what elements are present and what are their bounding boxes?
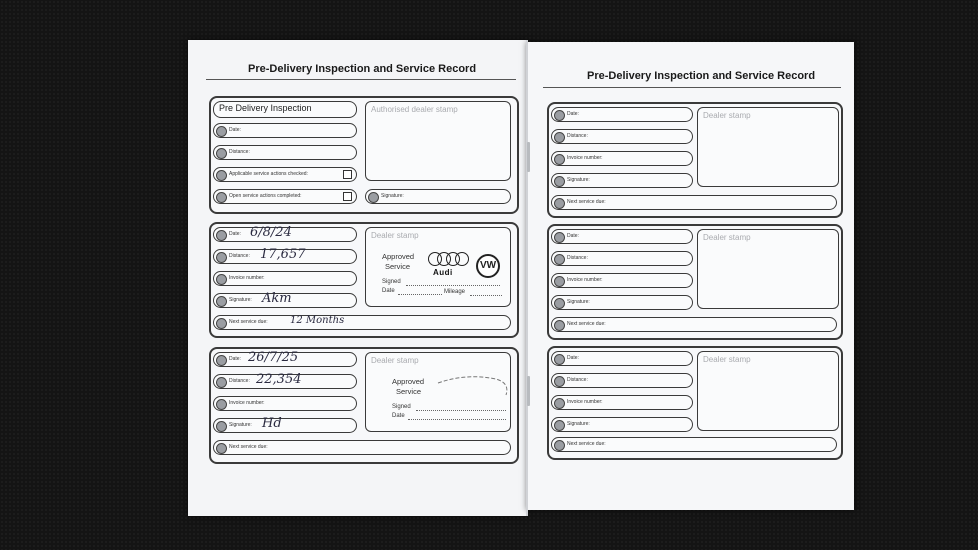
service-1-stamp-label: Dealer stamp bbox=[371, 231, 419, 240]
service-4-signature-field[interactable] bbox=[551, 295, 693, 310]
bullet-icon bbox=[216, 126, 227, 137]
pdi-completed-checkbox[interactable] bbox=[343, 192, 352, 201]
bullet-icon bbox=[216, 355, 227, 366]
service-3-invoice-field[interactable] bbox=[551, 151, 693, 166]
stamp-signed: Signed bbox=[382, 279, 401, 285]
service-4-next-field[interactable] bbox=[551, 317, 837, 332]
service-2-next-field[interactable] bbox=[213, 440, 511, 455]
right-page-title: Pre-Delivery Inspection and Service Record bbox=[587, 70, 816, 82]
service-5-distance-label: Distance: bbox=[567, 377, 588, 383]
service-4-next-label: Next service due: bbox=[567, 321, 606, 327]
service-4-invoice-field[interactable] bbox=[551, 273, 693, 288]
service-5-next-label: Next service due: bbox=[567, 441, 606, 447]
pdi-checked-checkbox[interactable] bbox=[343, 170, 352, 179]
service-1-distance-value: 17,657 bbox=[260, 247, 306, 262]
service-5-stamp-box[interactable] bbox=[697, 351, 839, 431]
service-4-stamp-label: Dealer stamp bbox=[703, 233, 751, 242]
stamp-date-line bbox=[408, 419, 506, 420]
service-2-signature-field[interactable] bbox=[213, 418, 357, 433]
left-page-title: Pre-Delivery Inspection and Service Record bbox=[248, 63, 477, 75]
bullet-icon bbox=[216, 318, 227, 329]
service-5-next-field[interactable] bbox=[551, 437, 837, 452]
stamp-date: Date bbox=[392, 413, 405, 419]
stamp-signed-line bbox=[416, 410, 506, 411]
service-2-stamp-label: Dealer stamp bbox=[371, 356, 419, 365]
left-title-rule bbox=[206, 79, 516, 80]
service-5-signature-field[interactable] bbox=[551, 417, 693, 432]
pdi-distance-field[interactable] bbox=[213, 145, 357, 160]
service-record-2 bbox=[209, 347, 519, 464]
service-3-distance-field[interactable] bbox=[551, 129, 693, 144]
service-5-signature-label: Signature: bbox=[567, 421, 590, 427]
service-record-4 bbox=[547, 224, 843, 340]
service-1-distance-label: Distance: bbox=[229, 253, 250, 259]
pdi-section bbox=[209, 96, 519, 214]
service-1-signature-label: Signature: bbox=[229, 297, 252, 303]
service-2-signature-value: Hd bbox=[262, 416, 282, 431]
bullet-icon bbox=[554, 320, 565, 331]
stamp-mileage-line bbox=[470, 295, 502, 296]
bullet-icon bbox=[368, 192, 379, 203]
service-2-stamp-box[interactable] bbox=[365, 352, 511, 432]
service-record-5 bbox=[547, 346, 843, 460]
bullet-icon bbox=[216, 170, 227, 181]
service-2-signature-label: Signature: bbox=[229, 422, 252, 428]
bullet-icon bbox=[216, 377, 227, 388]
bullet-icon bbox=[554, 232, 565, 243]
bullet-icon bbox=[554, 110, 565, 121]
service-4-distance-label: Distance: bbox=[567, 255, 588, 261]
bullet-icon bbox=[216, 399, 227, 410]
stamp-service: Service bbox=[385, 262, 411, 271]
service-1-signature-value: Akm bbox=[262, 291, 292, 306]
service-5-distance-field[interactable] bbox=[551, 373, 693, 388]
bullet-icon bbox=[554, 376, 565, 387]
left-page bbox=[188, 40, 527, 516]
bullet-icon bbox=[554, 276, 565, 287]
service-2-distance-value: 22,354 bbox=[256, 372, 302, 387]
service-4-date-label: Date: bbox=[567, 233, 579, 239]
service-4-signature-label: Signature: bbox=[567, 299, 590, 305]
bullet-icon bbox=[216, 148, 227, 159]
bullet-icon bbox=[554, 198, 565, 209]
service-3-date-label: Date: bbox=[567, 111, 579, 117]
audi-rings-icon bbox=[428, 252, 468, 266]
bullet-icon bbox=[216, 192, 227, 203]
service-2-date-label: Date: bbox=[229, 356, 241, 362]
bullet-icon bbox=[216, 230, 227, 241]
bullet-icon bbox=[554, 298, 565, 309]
service-3-date-field[interactable] bbox=[551, 107, 693, 122]
service-1-stamp-box[interactable] bbox=[365, 227, 511, 307]
pdi-checked-label: Applicable service actions checked: bbox=[229, 171, 308, 177]
service-2-invoice-field[interactable] bbox=[213, 396, 357, 411]
staple-top bbox=[527, 142, 530, 172]
stamp-signed: Signed bbox=[392, 404, 411, 410]
service-5-date-label: Date: bbox=[567, 355, 579, 361]
service-5-invoice-label: Invoice number: bbox=[567, 399, 603, 405]
right-page bbox=[527, 42, 854, 510]
bullet-icon bbox=[554, 132, 565, 143]
service-3-signature-label: Signature: bbox=[567, 177, 590, 183]
service-2-date-value: 26/7/25 bbox=[248, 350, 299, 365]
service-3-invoice-label: Invoice number: bbox=[567, 155, 603, 161]
service-1-date-label: Date: bbox=[229, 231, 241, 237]
service-record-1 bbox=[209, 222, 519, 338]
bullet-icon bbox=[554, 398, 565, 409]
bullet-icon bbox=[554, 154, 565, 165]
staple-bottom bbox=[527, 376, 530, 406]
right-title-rule bbox=[543, 87, 841, 88]
service-4-invoice-label: Invoice number: bbox=[567, 277, 603, 283]
service-1-next-field[interactable] bbox=[213, 315, 511, 330]
vw-logo-icon: VW bbox=[476, 254, 500, 278]
stamp-service: Service bbox=[396, 387, 422, 396]
pdi-completed-label: Open service actions completed: bbox=[229, 193, 302, 199]
pdi-heading-field bbox=[213, 101, 357, 118]
service-record-3 bbox=[547, 102, 843, 218]
stamp-approved: Approved bbox=[382, 252, 415, 261]
service-4-distance-field[interactable] bbox=[551, 251, 693, 266]
service-1-date-value: 6/8/24 bbox=[250, 225, 292, 240]
bullet-icon bbox=[554, 176, 565, 187]
service-2-distance-label: Distance: bbox=[229, 378, 250, 384]
pdi-heading: Pre Delivery Inspection bbox=[219, 103, 312, 113]
stamp-signed-line bbox=[406, 285, 500, 286]
bullet-icon bbox=[554, 254, 565, 265]
service-1-next-value: 12 Months bbox=[290, 315, 345, 326]
service-1-date-field[interactable] bbox=[213, 227, 357, 242]
service-2-distance-field[interactable] bbox=[213, 374, 357, 389]
service-4-date-field[interactable] bbox=[551, 229, 693, 244]
pdi-completed-field[interactable] bbox=[213, 189, 357, 204]
bullet-icon bbox=[216, 443, 227, 454]
service-3-stamp-box[interactable] bbox=[697, 107, 839, 187]
booklet-spine bbox=[526, 40, 528, 516]
pdi-signature-field[interactable] bbox=[365, 189, 511, 204]
pdi-stamp-label: Authorised dealer stamp bbox=[371, 105, 458, 114]
bullet-icon bbox=[554, 440, 565, 451]
service-3-next-label: Next service due: bbox=[567, 199, 606, 205]
service-3-stamp-label: Dealer stamp bbox=[703, 111, 751, 120]
service-1-next-label: Next service due: bbox=[229, 319, 268, 325]
service-3-distance-label: Distance: bbox=[567, 133, 588, 139]
stamp-mileage: Mileage bbox=[444, 289, 466, 295]
service-1-distance-field[interactable] bbox=[213, 249, 357, 264]
faded-stamp-outline bbox=[436, 371, 512, 401]
bullet-icon bbox=[216, 296, 227, 307]
bullet-icon bbox=[554, 420, 565, 431]
service-5-stamp-label: Dealer stamp bbox=[703, 355, 751, 364]
pdi-signature-label: Signature: bbox=[381, 193, 404, 199]
pdi-distance-label: Distance: bbox=[229, 149, 250, 155]
bullet-icon bbox=[216, 274, 227, 285]
audi-wordmark: Audi bbox=[433, 268, 453, 277]
service-5-invoice-field[interactable] bbox=[551, 395, 693, 410]
bullet-icon bbox=[554, 354, 565, 365]
stamp-date: Date bbox=[382, 288, 395, 294]
pdi-date-field[interactable] bbox=[213, 123, 357, 138]
pdi-checked-field[interactable] bbox=[213, 167, 357, 182]
stamp-approved: Approved bbox=[392, 377, 425, 386]
service-2-date-field[interactable] bbox=[213, 352, 357, 367]
service-5-date-field[interactable] bbox=[551, 351, 693, 366]
service-2-next-label: Next service due: bbox=[229, 444, 268, 450]
bullet-icon bbox=[216, 421, 227, 432]
service-3-signature-field[interactable] bbox=[551, 173, 693, 188]
stamp-date-line bbox=[398, 294, 442, 295]
pdi-stamp-box[interactable] bbox=[365, 101, 511, 181]
service-1-signature-field[interactable] bbox=[213, 293, 357, 308]
pdi-date-label: Date: bbox=[229, 127, 241, 133]
service-2-invoice-label: Invoice number: bbox=[229, 400, 265, 406]
service-1-invoice-field[interactable] bbox=[213, 271, 357, 286]
service-4-stamp-box[interactable] bbox=[697, 229, 839, 309]
service-3-next-field[interactable] bbox=[551, 195, 837, 210]
service-1-invoice-label: Invoice number: bbox=[229, 275, 265, 281]
bullet-icon bbox=[216, 252, 227, 263]
